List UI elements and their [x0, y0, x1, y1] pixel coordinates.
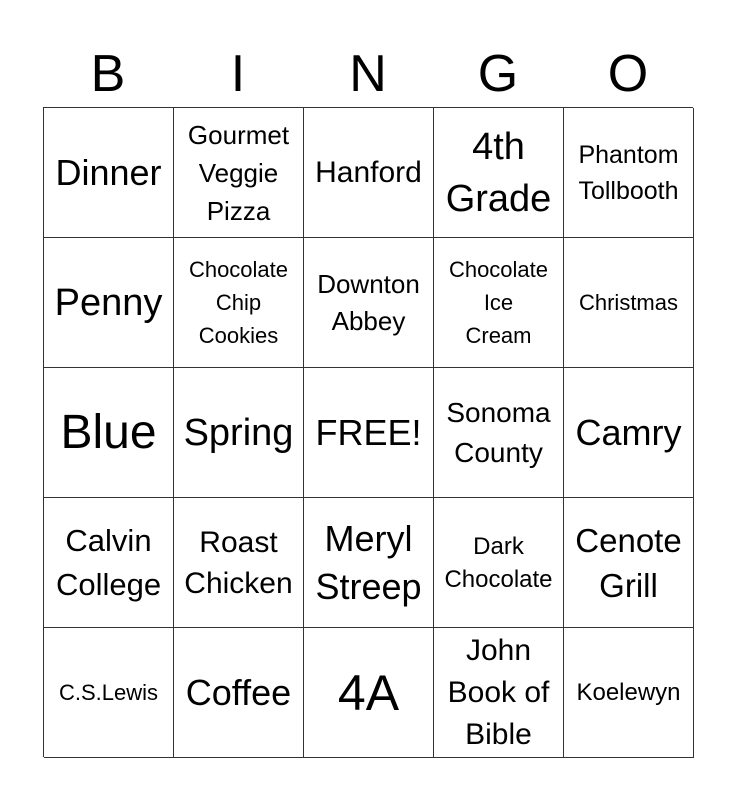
- cell-text: Gourmet Veggie Pizza: [187, 119, 290, 226]
- bingo-cell[interactable]: [304, 498, 434, 628]
- cell-text: Sonoma County: [446, 396, 551, 468]
- bingo-cell[interactable]: [434, 238, 564, 368]
- bingo-cell[interactable]: [174, 498, 304, 628]
- bingo-cell[interactable]: [564, 628, 694, 758]
- cell-text: Calvin College: [55, 522, 162, 602]
- cell-text: John Book of Bible: [447, 633, 550, 751]
- header-letter-i: I: [230, 45, 246, 103]
- cell-text: 4A: [337, 664, 400, 721]
- bingo-cell[interactable]: [174, 628, 304, 758]
- bingo-cell[interactable]: [434, 368, 564, 498]
- cell-text: Dark Chocolate: [444, 532, 553, 593]
- cell-text: Meryl Streep: [315, 517, 422, 607]
- bingo-cell[interactable]: [564, 498, 694, 628]
- header-letter-o: O: [607, 45, 649, 103]
- bingo-cell[interactable]: [44, 238, 174, 368]
- bingo-grid: [43, 107, 693, 757]
- cell-text: FREE!: [315, 411, 422, 453]
- cell-text: Phantom Tollbooth: [578, 140, 679, 205]
- cell-text: Downton Abbey: [317, 268, 420, 336]
- cell-text: Blue: [60, 405, 157, 459]
- cell-text: Roast Chicken: [184, 525, 293, 600]
- header-letter-g: G: [477, 45, 519, 103]
- cell-text: Spring: [183, 411, 294, 454]
- bingo-cell[interactable]: [174, 238, 304, 368]
- bingo-cell[interactable]: [44, 498, 174, 628]
- bingo-cell[interactable]: [44, 628, 174, 758]
- cell-text: 4th Grade: [445, 125, 552, 220]
- bingo-cell[interactable]: [304, 108, 434, 238]
- bingo-cell[interactable]: [564, 238, 694, 368]
- cell-text: Cenote Grill: [575, 521, 682, 604]
- cell-text: Camry: [575, 411, 682, 453]
- bingo-cell[interactable]: [434, 628, 564, 758]
- bingo-cell[interactable]: [44, 368, 174, 498]
- cell-text: Coffee: [185, 671, 292, 713]
- bingo-cell[interactable]: [304, 238, 434, 368]
- cell-text: Christmas: [578, 290, 678, 315]
- bingo-cell[interactable]: [564, 108, 694, 238]
- cell-text: Penny: [54, 281, 163, 324]
- header-letter-b: B: [90, 45, 126, 103]
- free-space[interactable]: [304, 368, 434, 498]
- bingo-header: [43, 40, 693, 108]
- cell-text: Koelewyn: [576, 679, 681, 706]
- bingo-cell[interactable]: [434, 108, 564, 238]
- cell-text: Chocolate Ice Cream: [448, 257, 549, 348]
- bingo-cell[interactable]: [304, 628, 434, 758]
- cell-text: Chocolate Chip Cookies: [188, 257, 289, 348]
- bingo-cell[interactable]: [44, 108, 174, 238]
- bingo-cell[interactable]: [174, 108, 304, 238]
- bingo-cell[interactable]: [434, 498, 564, 628]
- bingo-cell[interactable]: [564, 368, 694, 498]
- bingo-cell[interactable]: [174, 368, 304, 498]
- header-letter-n: N: [349, 45, 387, 103]
- cell-text: Dinner: [55, 151, 162, 193]
- cell-text: C.S.Lewis: [58, 680, 159, 705]
- cell-text: Hanford: [315, 155, 422, 189]
